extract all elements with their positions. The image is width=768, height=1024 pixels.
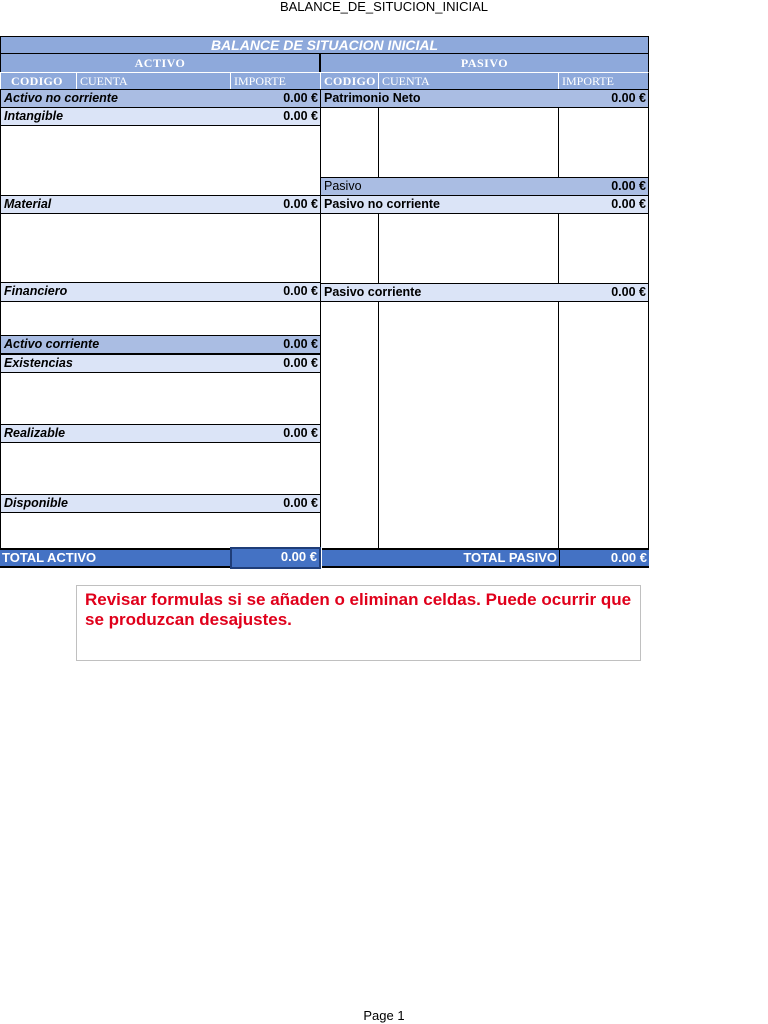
- pasivo-col-cuenta: CUENTA: [378, 72, 558, 89]
- activo-col-cuenta: CUENTA: [76, 72, 230, 89]
- activo-corriente-row: [0, 335, 321, 354]
- pasivo-section-header: PASIVO: [320, 54, 649, 72]
- row-label: Material: [4, 197, 52, 211]
- total-activo-value: 0.00 €: [230, 547, 321, 569]
- row-label: Pasivo corriente: [324, 285, 422, 299]
- row-label: Activo corriente: [4, 337, 100, 351]
- patrimonio-neto-row: [320, 89, 649, 108]
- total-pasivo-value: 0.00 €: [559, 548, 649, 568]
- total-pasivo-label: TOTAL PASIVO: [322, 548, 559, 568]
- pasivo-col-codigo: CODIGO: [320, 72, 378, 89]
- pasivo-grid-line: [378, 213, 379, 284]
- row-value: 0.00 €: [611, 179, 646, 193]
- row-label: Pasivo no corriente: [324, 197, 441, 211]
- pasivo-grid-line: [558, 106, 559, 178]
- row-label: Patrimonio Neto: [324, 91, 421, 105]
- row-value: 0.00 €: [283, 284, 318, 298]
- row-label: Pasivo: [324, 179, 362, 193]
- activo-no-corriente-row: [0, 89, 321, 108]
- row-value: 0.00 €: [611, 197, 646, 211]
- row-label: Activo no corriente: [4, 91, 118, 105]
- pasivo-grid-line: [558, 213, 559, 284]
- row-value: 0.00 €: [611, 91, 646, 105]
- row-value: 0.00 €: [283, 426, 318, 440]
- row-value: 0.00 €: [611, 285, 646, 299]
- total-activo-label: TOTAL ACTIVO: [0, 548, 230, 568]
- row-value: 0.00 €: [283, 91, 318, 105]
- row-label: Realizable: [4, 426, 66, 440]
- financiero-row: [0, 283, 321, 302]
- material-row: [0, 195, 321, 214]
- pasivo-corriente-row: [320, 283, 649, 302]
- row-label: Financiero: [4, 284, 68, 298]
- pasivo-right-border: [648, 89, 649, 549]
- row-label: Disponible: [4, 496, 68, 510]
- existencias-row: [0, 354, 321, 373]
- formula-warning-note: Revisar formulas si se añaden o eliminan celdas. Puede ocurrir que se produzcan desajustes.: [76, 585, 641, 661]
- activo-left-border: [0, 89, 1, 549]
- pasivo-grid-line: [558, 301, 559, 549]
- row-label: Existencias: [4, 356, 73, 370]
- pasivo-no-corriente-row: [320, 195, 649, 214]
- document-header: BALANCE_DE_SITUCION_INICIAL: [279, 0, 489, 14]
- table-title: BALANCE DE SITUACION INICIAL: [0, 36, 649, 54]
- center-divider: [320, 89, 321, 549]
- disponible-row: [0, 494, 321, 513]
- row-value: 0.00 €: [283, 337, 318, 351]
- row-label: Intangible: [4, 109, 64, 123]
- pasivo-row: [320, 177, 649, 196]
- activo-section-header: ACTIVO: [0, 54, 320, 72]
- page-number: Page 1: [363, 1008, 405, 1023]
- row-value: 0.00 €: [283, 496, 318, 510]
- row-value: 0.00 €: [283, 109, 318, 123]
- activo-col-codigo: CODIGO: [0, 72, 76, 89]
- pasivo-grid-line: [378, 106, 379, 178]
- row-value: 0.00 €: [283, 356, 318, 370]
- intangible-row: [0, 107, 321, 126]
- pasivo-grid-line: [378, 301, 379, 549]
- row-value: 0.00 €: [283, 197, 318, 211]
- pasivo-col-importe: IMPORTE: [558, 72, 649, 89]
- realizable-row: [0, 424, 321, 443]
- activo-col-importe: IMPORTE: [230, 72, 320, 89]
